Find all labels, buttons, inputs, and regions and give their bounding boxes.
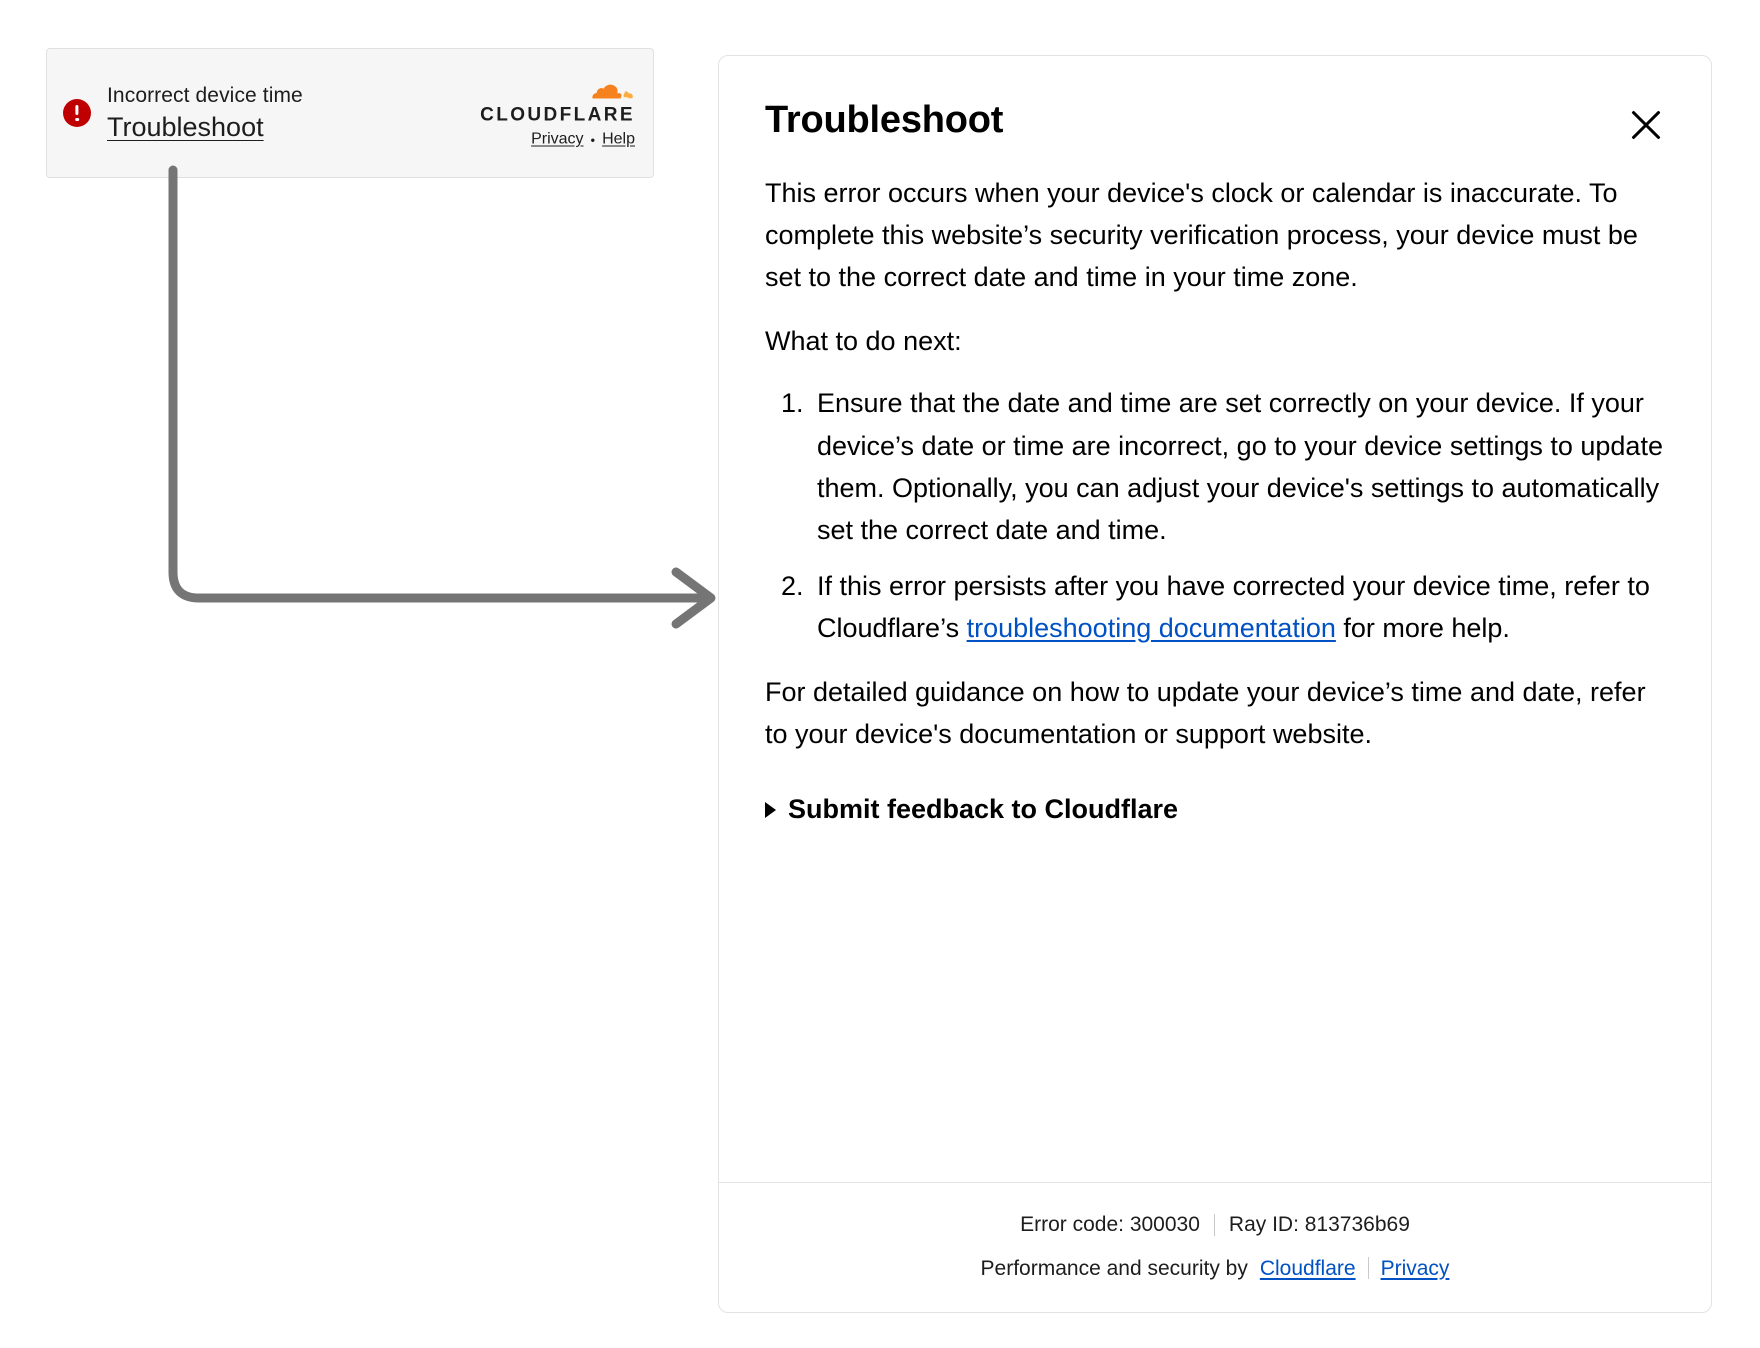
panel-footer	[719, 1182, 1711, 1312]
footer-separator	[1214, 1214, 1215, 1236]
submit-feedback-disclosure[interactable]	[765, 793, 1178, 825]
widget-text-group	[107, 83, 303, 144]
troubleshoot-panel	[718, 55, 1712, 1313]
cloudflare-wordmark: CLOUDFLARE	[480, 104, 635, 126]
list-item	[811, 565, 1665, 649]
widget-error-subtitle: Incorrect device time	[107, 83, 303, 107]
attribution-prefix: Performance and security by	[980, 1256, 1248, 1280]
next-steps-heading: What to do next:	[765, 326, 962, 357]
panel-header	[765, 100, 1665, 148]
error-circle-icon	[63, 99, 91, 127]
footer-error-info	[719, 1209, 1711, 1241]
page-title: Troubleshoot	[765, 99, 1004, 141]
widget-help-link[interactable]: Help	[602, 130, 635, 148]
close-icon[interactable]	[1623, 102, 1669, 148]
troubleshoot-link[interactable]: Troubleshoot	[107, 111, 264, 142]
step-1-text: Ensure that the date and time are set correctly on your device. If your device’s date or time are incorrect, go to your device settings to update them. Optionally, you can adjust your device's settings to automatically set the correct date and time.	[817, 388, 1663, 545]
ray-id-text: Ray ID: 813736b69	[1228, 1213, 1410, 1236]
cloudflare-brand-block	[480, 79, 635, 148]
disclosure-triangle-icon	[765, 802, 776, 818]
list-item	[811, 382, 1665, 550]
cloudflare-challenge-widget	[46, 48, 654, 178]
widget-inner	[47, 49, 653, 177]
footer-cloudflare-link[interactable]: Cloudflare	[1259, 1256, 1356, 1280]
troubleshooting-documentation-link[interactable]: troubleshooting documentation	[966, 612, 1336, 643]
panel-body	[719, 56, 1711, 1182]
widget-footer-links	[531, 132, 635, 148]
step-2-text-after: for more help.	[1335, 612, 1510, 643]
footer-separator-2	[1368, 1257, 1369, 1279]
intro-paragraph: This error occurs when your device's clock or calendar is inaccurate. To complete this website’s security verification process, your device must be set to the correct date and time in your time zone.	[765, 178, 1638, 293]
cloudflare-cloud-logo-icon	[573, 79, 635, 105]
steps-list	[765, 382, 1665, 649]
link-separator-dot: •	[590, 132, 596, 147]
widget-status-group	[63, 83, 303, 144]
step-2-text-before: If this error persists after you have corrected your device time, refer to Cloudflare’s	[817, 570, 1650, 643]
closing-paragraph: For detailed guidance on how to update your device’s time and date, refer to your device's documentation or support website.	[765, 677, 1646, 750]
widget-privacy-link[interactable]: Privacy	[531, 130, 584, 148]
error-code-text: Error code: 300030	[1020, 1213, 1200, 1236]
submit-feedback-label: Submit feedback to Cloudflare	[788, 794, 1179, 825]
footer-attribution	[719, 1253, 1711, 1285]
footer-privacy-link[interactable]: Privacy	[1380, 1256, 1450, 1280]
